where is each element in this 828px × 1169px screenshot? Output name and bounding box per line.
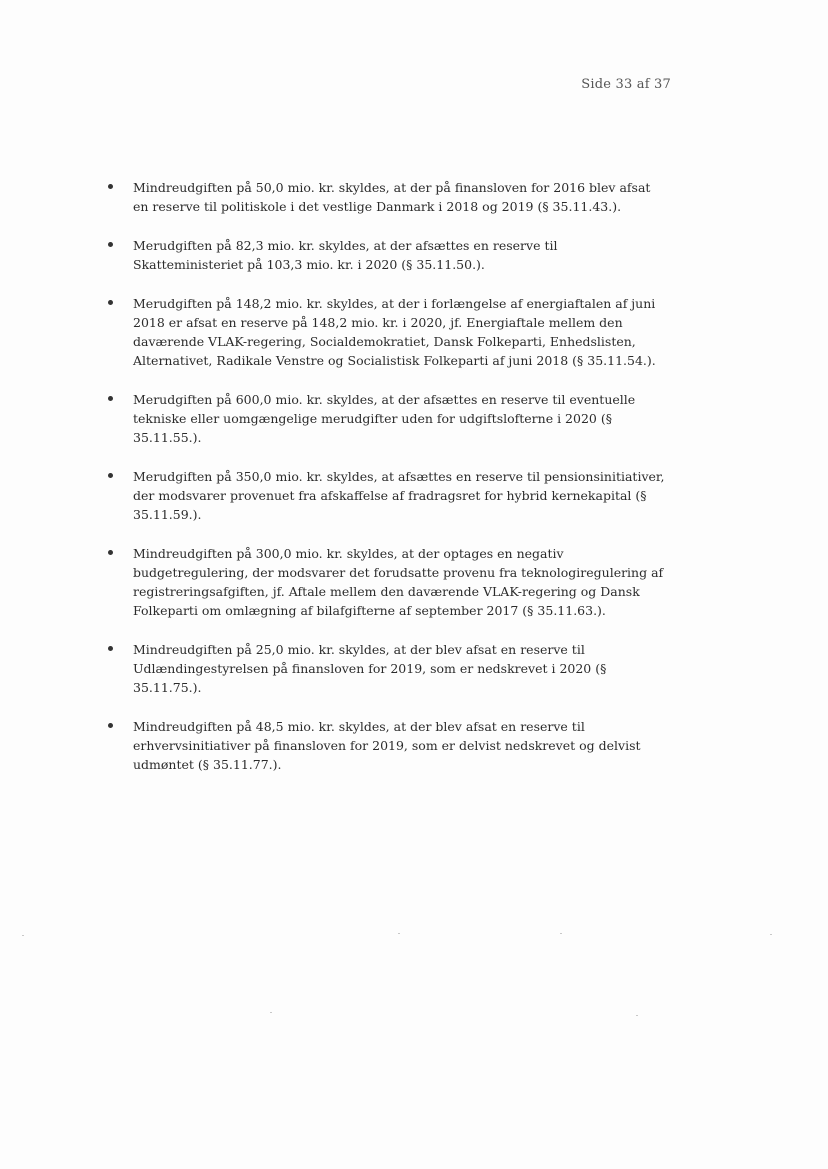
list-item-text: Merudgiften på 350,0 mio. kr. skyldes, at afsættes en reserve til pensionsinitiativer, der modsvarer provenuet fra afskaffelse af fradragsret for hybrid kernekapital (§ 35.11.59.). (133, 469, 665, 522)
scan-speck (560, 933, 562, 934)
bullet-icon (108, 473, 113, 478)
list-item (108, 236, 668, 274)
list-item-text: Mindreudgiften på 25,0 mio. kr. skyldes, at der blev afsat en reserve til Udlændingestyrelsen på finansloven for 2019, som er nedskrevet i 2020 (§ 35.11.75.). (133, 642, 607, 695)
bullet-icon (108, 242, 113, 247)
list-item (108, 640, 668, 697)
list-item-text: Mindreudgiften på 300,0 mio. kr. skyldes, at der optages en negativ budgetregulering, der modsvarer det forudsatte provenu fra teknologiregulering af registreringsafgiften, jf. Aftale mellem den daværende VLAK-regering og Dansk Folkeparti om omlægning af bilafgifterne af september 2017 (§ 35.11.63.). (133, 546, 664, 618)
list-item-text: Mindreudgiften på 50,0 mio. kr. skyldes, at der på finansloven for 2016 blev afsat en reserve til politiskole i det vestlige Danmark i 2018 og 2019 (§ 35.11.43.). (133, 180, 651, 214)
bullet-icon (108, 550, 113, 555)
list-item-text: Merudgiften på 600,0 mio. kr. skyldes, at der afsættes en reserve til eventuelle tekniske eller uomgængelige merudgifter uden for udgiftslofterne i 2020 (§ 35.11.55.). (133, 392, 636, 445)
bullet-icon (108, 396, 113, 401)
bullet-icon (108, 646, 113, 651)
list-item (108, 390, 668, 447)
scan-speck (770, 934, 772, 935)
list-item-text: Mindreudgiften på 48,5 mio. kr. skyldes, at der blev afsat en reserve til erhvervsinitiativer på finansloven for 2019, som er delvist nedskrevet og delvist udmøntet (§ 35.11.77.). (133, 719, 641, 772)
list-item-text: Merudgiften på 148,2 mio. kr. skyldes, at der i forlængelse af energiaftalen af juni 2018 er afsat en reserve på 148,2 mio. kr. i 2020, jf. Energiaftale mellem den daværende VLAK-regering, Socialdemokratiet, Dansk Folkeparti, Enhedslisten, Alternativet, Radikale Venstre og Socialistisk Folkeparti af juni 2018 (§ 35.11.54.). (133, 296, 656, 368)
bullet-icon (108, 723, 113, 728)
bullet-icon (108, 184, 113, 189)
list-item (108, 544, 668, 620)
list-item (108, 717, 668, 774)
scan-speck (636, 1015, 638, 1016)
scan-speck (398, 933, 400, 934)
list-item (108, 178, 668, 216)
scan-speck (270, 1012, 272, 1013)
list-item (108, 467, 668, 524)
bullet-icon (108, 300, 113, 305)
page-number: Side 33 af 37 (581, 77, 671, 92)
list-item (108, 294, 668, 370)
list-item-text: Merudgiften på 82,3 mio. kr. skyldes, at der afsættes en reserve til Skatteministeriet på 103,3 mio. kr. i 2020 (§ 35.11.50.). (133, 238, 558, 272)
scan-speck (22, 935, 24, 936)
bullet-list (108, 178, 668, 794)
